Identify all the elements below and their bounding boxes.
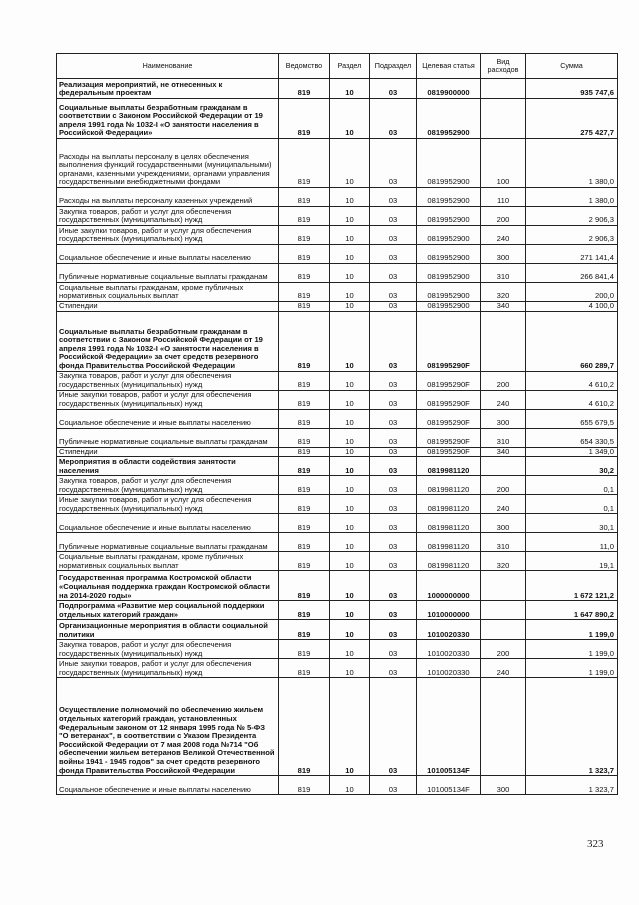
cell-sum: 4 100,0 — [526, 302, 618, 312]
cell-dept: 819 — [279, 99, 330, 139]
cell-name: Стипендии — [57, 447, 279, 457]
cell-exptype: 300 — [481, 409, 526, 428]
table-row — [57, 476, 618, 495]
cell-sum: 1 323,7 — [526, 776, 618, 795]
cell-name: Реализация мероприятий, не отнесенных к федеральным проектам — [57, 79, 279, 99]
cell-subsection: 03 — [370, 226, 417, 245]
table-row — [57, 659, 618, 678]
cell-dept: 819 — [279, 533, 330, 552]
cell-dept: 819 — [279, 139, 330, 188]
cell-subsection: 03 — [370, 457, 417, 476]
cell-name: Социальные выплаты гражданам, кроме публичных нормативных социальных выплат — [57, 552, 279, 571]
cell-subsection: 03 — [370, 139, 417, 188]
cell-target: 0819900000 — [417, 79, 481, 99]
table-row — [57, 139, 618, 188]
cell-name: Расходы на выплаты персоналу в целях обеспечения выполнения функций государственными (муниципальными) органами, казенными учреждениями, органами управления государственными внебюджетными фондами — [57, 139, 279, 188]
cell-name: Социальное обеспечение и иные выплаты населению — [57, 776, 279, 795]
cell-name: Расходы на выплаты персоналу казенных учреждений — [57, 188, 279, 207]
cell-name: Социальное обеспечение и иные выплаты населению — [57, 514, 279, 533]
cell-sum: 266 841,4 — [526, 264, 618, 283]
cell-sum: 1 199,0 — [526, 640, 618, 659]
table-body — [57, 79, 618, 795]
cell-dept: 819 — [279, 447, 330, 457]
cell-section: 10 — [330, 571, 370, 601]
cell-subsection: 03 — [370, 571, 417, 601]
cell-name: Социальное обеспечение и иные выплаты населению — [57, 245, 279, 264]
cell-section: 10 — [330, 476, 370, 495]
cell-sum: 1 199,0 — [526, 659, 618, 678]
table-row — [57, 447, 618, 457]
cell-name: Закупка товаров, работ и услуг для обеспечения государственных (муниципальных) нужд — [57, 640, 279, 659]
cell-section: 10 — [330, 139, 370, 188]
table-row — [57, 457, 618, 476]
cell-exptype: 310 — [481, 428, 526, 447]
cell-name: Мероприятия в области содействия занятости населения — [57, 457, 279, 476]
cell-subsection: 03 — [370, 264, 417, 283]
cell-target: 0819952900 — [417, 188, 481, 207]
cell-section: 10 — [330, 457, 370, 476]
table-row — [57, 245, 618, 264]
cell-name: Иные закупки товаров, работ и услуг для обеспечения государственных (муниципальных) нужд — [57, 495, 279, 514]
cell-name: Стипендии — [57, 302, 279, 312]
cell-name: Закупка товаров, работ и услуг для обеспечения государственных (муниципальных) нужд — [57, 371, 279, 390]
cell-exptype — [481, 79, 526, 99]
cell-sum: 4 610,2 — [526, 390, 618, 409]
table-row — [57, 409, 618, 428]
cell-dept: 819 — [279, 659, 330, 678]
cell-dept: 819 — [279, 264, 330, 283]
cell-target: 081995290F — [417, 390, 481, 409]
cell-target: 101005134F — [417, 776, 481, 795]
table-row — [57, 495, 618, 514]
cell-name: Закупка товаров, работ и услуг для обеспечения государственных (муниципальных) нужд — [57, 476, 279, 495]
cell-sum: 30,2 — [526, 457, 618, 476]
cell-exptype — [481, 457, 526, 476]
cell-dept: 819 — [279, 776, 330, 795]
cell-sum: 19,1 — [526, 552, 618, 571]
cell-exptype: 340 — [481, 447, 526, 457]
table-row — [57, 390, 618, 409]
cell-dept: 819 — [279, 428, 330, 447]
table-row — [57, 571, 618, 601]
cell-section: 10 — [330, 264, 370, 283]
cell-subsection: 03 — [370, 476, 417, 495]
cell-dept: 819 — [279, 620, 330, 640]
cell-exptype: 240 — [481, 390, 526, 409]
cell-name: Иные закупки товаров, работ и услуг для обеспечения государственных (муниципальных) нужд — [57, 390, 279, 409]
cell-exptype: 300 — [481, 514, 526, 533]
cell-subsection: 03 — [370, 79, 417, 99]
cell-target: 0819981120 — [417, 533, 481, 552]
header-section: Раздел — [330, 54, 370, 79]
cell-dept: 819 — [279, 409, 330, 428]
cell-exptype: 200 — [481, 476, 526, 495]
cell-subsection: 03 — [370, 659, 417, 678]
cell-sum: 11,0 — [526, 533, 618, 552]
cell-sum: 1 647 890,2 — [526, 601, 618, 620]
cell-section: 10 — [330, 495, 370, 514]
table-row — [57, 188, 618, 207]
cell-name: Публичные нормативные социальные выплаты гражданам — [57, 428, 279, 447]
cell-dept: 819 — [279, 283, 330, 302]
cell-section: 10 — [330, 409, 370, 428]
cell-sum: 1 380,0 — [526, 139, 618, 188]
table-row — [57, 640, 618, 659]
cell-exptype: 200 — [481, 371, 526, 390]
cell-exptype: 240 — [481, 495, 526, 514]
cell-exptype — [481, 620, 526, 640]
table-row — [57, 302, 618, 312]
cell-exptype: 110 — [481, 188, 526, 207]
cell-sum: 2 906,3 — [526, 226, 618, 245]
cell-subsection: 03 — [370, 495, 417, 514]
cell-section: 10 — [330, 552, 370, 571]
table-row — [57, 207, 618, 226]
cell-target: 0819981120 — [417, 514, 481, 533]
cell-sum: 4 610,2 — [526, 371, 618, 390]
cell-target: 0819952900 — [417, 99, 481, 139]
cell-dept: 819 — [279, 514, 330, 533]
cell-target: 1000000000 — [417, 571, 481, 601]
cell-section: 10 — [330, 620, 370, 640]
cell-section: 10 — [330, 678, 370, 776]
cell-section: 10 — [330, 390, 370, 409]
cell-section: 10 — [330, 533, 370, 552]
cell-name: Социальное обеспечение и иные выплаты населению — [57, 409, 279, 428]
cell-sum: 1 380,0 — [526, 188, 618, 207]
cell-sum: 1 199,0 — [526, 620, 618, 640]
table-row — [57, 678, 618, 776]
cell-subsection: 03 — [370, 99, 417, 139]
cell-name: Иные закупки товаров, работ и услуг для обеспечения государственных (муниципальных) нужд — [57, 659, 279, 678]
cell-target: 101005134F — [417, 678, 481, 776]
table-row — [57, 428, 618, 447]
cell-exptype — [481, 99, 526, 139]
cell-name: Публичные нормативные социальные выплаты гражданам — [57, 533, 279, 552]
cell-dept: 819 — [279, 226, 330, 245]
cell-exptype: 310 — [481, 264, 526, 283]
cell-sum: 30,1 — [526, 514, 618, 533]
table-row — [57, 620, 618, 640]
cell-dept: 819 — [279, 188, 330, 207]
cell-dept: 819 — [279, 207, 330, 226]
cell-target: 1010000000 — [417, 601, 481, 620]
cell-section: 10 — [330, 207, 370, 226]
table-row — [57, 371, 618, 390]
table-row — [57, 776, 618, 795]
cell-subsection: 03 — [370, 283, 417, 302]
cell-exptype: 200 — [481, 207, 526, 226]
cell-subsection: 03 — [370, 302, 417, 312]
cell-name: Социальные выплаты безработным гражданам в соответствии с Законом Российской Федерации от 19 апреля 1991 года № 1032-I «О занятости населения в Российской Федерации» — [57, 99, 279, 139]
cell-section: 10 — [330, 428, 370, 447]
cell-target: 0819952900 — [417, 283, 481, 302]
cell-section: 10 — [330, 601, 370, 620]
cell-exptype — [481, 678, 526, 776]
cell-sum: 0,1 — [526, 476, 618, 495]
cell-exptype — [481, 311, 526, 371]
cell-target: 0819952900 — [417, 245, 481, 264]
cell-subsection: 03 — [370, 390, 417, 409]
header-dept: Ведомство — [279, 54, 330, 79]
cell-sum: 200,0 — [526, 283, 618, 302]
cell-target: 1010020330 — [417, 620, 481, 640]
table-row — [57, 79, 618, 99]
header-target: Целевая статья — [417, 54, 481, 79]
cell-subsection: 03 — [370, 533, 417, 552]
cell-target: 0819952900 — [417, 139, 481, 188]
cell-section: 10 — [330, 514, 370, 533]
table-row — [57, 552, 618, 571]
cell-target: 081995290F — [417, 409, 481, 428]
cell-sum: 275 427,7 — [526, 99, 618, 139]
table-row — [57, 533, 618, 552]
cell-name: Организационные мероприятия в области социальной политики — [57, 620, 279, 640]
cell-section: 10 — [330, 776, 370, 795]
header-exptype: Вид расходов — [481, 54, 526, 79]
cell-name: Иные закупки товаров, работ и услуг для обеспечения государственных (муниципальных) нужд — [57, 226, 279, 245]
cell-section: 10 — [330, 226, 370, 245]
cell-exptype: 300 — [481, 245, 526, 264]
cell-target: 0819952900 — [417, 264, 481, 283]
cell-target: 1010020330 — [417, 659, 481, 678]
page-number: 323 — [587, 838, 604, 850]
cell-target: 0819981120 — [417, 457, 481, 476]
cell-sum: 935 747,6 — [526, 79, 618, 99]
cell-sum: 0,1 — [526, 495, 618, 514]
cell-exptype: 240 — [481, 659, 526, 678]
cell-name: Государственная программа Костромской области «Социальная поддержка граждан Костромской области на 2014-2020 годы» — [57, 571, 279, 601]
table-row — [57, 601, 618, 620]
cell-exptype: 320 — [481, 283, 526, 302]
cell-sum: 654 330,5 — [526, 428, 618, 447]
table-row — [57, 226, 618, 245]
cell-name: Подпрограмма «Развитие мер социальной поддержки отдельных категорий граждан» — [57, 601, 279, 620]
cell-dept: 819 — [279, 476, 330, 495]
header-subsection: Подраздел — [370, 54, 417, 79]
cell-subsection: 03 — [370, 207, 417, 226]
cell-exptype: 310 — [481, 533, 526, 552]
cell-dept: 819 — [279, 457, 330, 476]
cell-dept: 819 — [279, 311, 330, 371]
cell-dept: 819 — [279, 390, 330, 409]
cell-exptype: 300 — [481, 776, 526, 795]
cell-name: Социальные выплаты безработным гражданам в соответствии с Законом Российской Федерации от 19 апреля 1991 года № 1032-I «О занятости населения в Российской Федерации» за счет средств резервного фонда Правительства Российской Федерации — [57, 311, 279, 371]
cell-subsection: 03 — [370, 188, 417, 207]
cell-subsection: 03 — [370, 678, 417, 776]
cell-subsection: 03 — [370, 514, 417, 533]
cell-sum: 660 289,7 — [526, 311, 618, 371]
cell-sum: 271 141,4 — [526, 245, 618, 264]
cell-dept: 819 — [279, 601, 330, 620]
cell-name: Осуществление полномочий по обеспечению жильем отдельных категорий граждан, установленных Федеральным законом от 12 января 1995 года № 5-ФЗ "О ветеранах", в соответствии с Указом Президента Российской Федерации от 7 мая 2008 года №714 "Об обеспечении жильем ветеранов Великой Отечественной войны 1941 - 1945 годов" за счет средств резервного фонда Правительства Российской Федерации — [57, 678, 279, 776]
cell-dept: 819 — [279, 552, 330, 571]
cell-section: 10 — [330, 640, 370, 659]
cell-dept: 819 — [279, 571, 330, 601]
cell-name: Публичные нормативные социальные выплаты гражданам — [57, 264, 279, 283]
header-sum: Сумма — [526, 54, 618, 79]
cell-exptype: 320 — [481, 552, 526, 571]
cell-exptype: 340 — [481, 302, 526, 312]
cell-sum: 1 323,7 — [526, 678, 618, 776]
cell-name: Социальные выплаты гражданам, кроме публичных нормативных социальных выплат — [57, 283, 279, 302]
cell-section: 10 — [330, 447, 370, 457]
cell-exptype: 240 — [481, 226, 526, 245]
cell-target: 0819952900 — [417, 207, 481, 226]
cell-target: 0819981120 — [417, 495, 481, 514]
cell-subsection: 03 — [370, 620, 417, 640]
cell-subsection: 03 — [370, 311, 417, 371]
cell-section: 10 — [330, 99, 370, 139]
cell-dept: 819 — [279, 640, 330, 659]
header-name: Наименование — [57, 54, 279, 79]
cell-exptype — [481, 571, 526, 601]
cell-dept: 819 — [279, 678, 330, 776]
cell-subsection: 03 — [370, 447, 417, 457]
table-row — [57, 264, 618, 283]
cell-target: 0819981120 — [417, 552, 481, 571]
cell-dept: 819 — [279, 79, 330, 99]
cell-dept: 819 — [279, 302, 330, 312]
cell-section: 10 — [330, 311, 370, 371]
cell-target: 081995290F — [417, 311, 481, 371]
cell-exptype: 100 — [481, 139, 526, 188]
cell-sum: 1 349,0 — [526, 447, 618, 457]
cell-section: 10 — [330, 245, 370, 264]
cell-section: 10 — [330, 659, 370, 678]
cell-dept: 819 — [279, 245, 330, 264]
cell-target: 0819981120 — [417, 476, 481, 495]
cell-target: 081995290F — [417, 447, 481, 457]
budget-table — [56, 53, 618, 795]
cell-sum: 655 679,5 — [526, 409, 618, 428]
cell-section: 10 — [330, 79, 370, 99]
cell-subsection: 03 — [370, 640, 417, 659]
cell-subsection: 03 — [370, 409, 417, 428]
cell-target: 081995290F — [417, 371, 481, 390]
table-row — [57, 311, 618, 371]
cell-exptype: 200 — [481, 640, 526, 659]
cell-subsection: 03 — [370, 245, 417, 264]
cell-name: Закупка товаров, работ и услуг для обеспечения государственных (муниципальных) нужд — [57, 207, 279, 226]
table-row — [57, 99, 618, 139]
cell-target: 0819952900 — [417, 302, 481, 312]
cell-dept: 819 — [279, 495, 330, 514]
table-row — [57, 514, 618, 533]
cell-subsection: 03 — [370, 601, 417, 620]
cell-exptype — [481, 601, 526, 620]
cell-dept: 819 — [279, 371, 330, 390]
cell-subsection: 03 — [370, 552, 417, 571]
cell-section: 10 — [330, 371, 370, 390]
table-header-row — [57, 54, 618, 79]
cell-sum: 2 906,3 — [526, 207, 618, 226]
cell-section: 10 — [330, 283, 370, 302]
cell-section: 10 — [330, 302, 370, 312]
cell-target: 0819952900 — [417, 226, 481, 245]
cell-sum: 1 672 121,2 — [526, 571, 618, 601]
cell-target: 1010020330 — [417, 640, 481, 659]
cell-section: 10 — [330, 188, 370, 207]
table-row — [57, 283, 618, 302]
cell-subsection: 03 — [370, 371, 417, 390]
cell-subsection: 03 — [370, 428, 417, 447]
cell-subsection: 03 — [370, 776, 417, 795]
cell-target: 081995290F — [417, 428, 481, 447]
